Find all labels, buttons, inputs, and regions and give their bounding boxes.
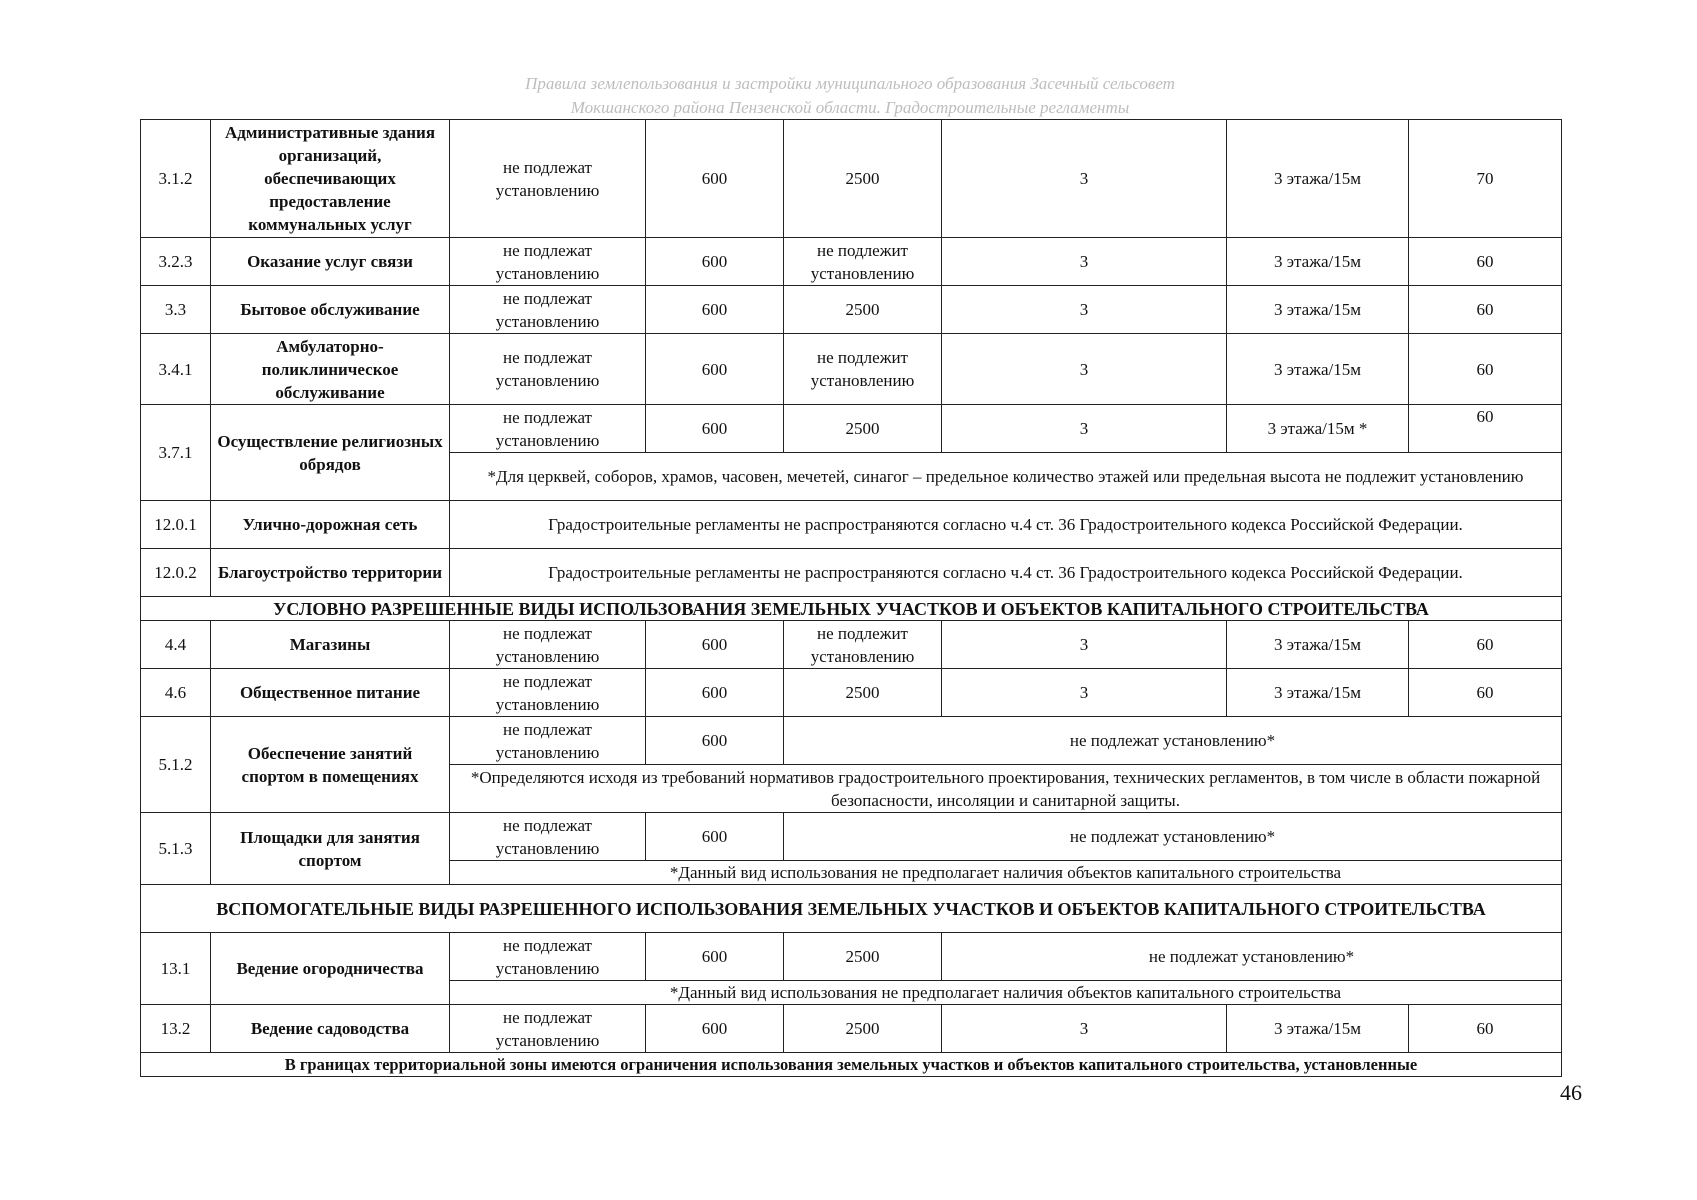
table-row <box>141 813 1562 861</box>
cell-plot-size: не подлежат установлению <box>450 669 646 717</box>
row-code: 3.7.1 <box>141 405 211 501</box>
cell-coverage: 60 <box>1409 669 1562 717</box>
cell-plot-size: не подлежат установлению <box>450 1005 646 1053</box>
header-line-2: Мокшанского района Пензенской области. Градостроительные регламенты <box>570 98 1130 117</box>
cell-plot-size: не подлежат установлению <box>450 286 646 334</box>
regulations-table <box>140 119 1562 1077</box>
cell-plot-size: не подлежат установлению <box>450 120 646 238</box>
cell-max-area: 2500 <box>784 933 942 981</box>
cell-max-area: 2500 <box>784 405 942 453</box>
cell-max-area: 2500 <box>784 120 942 238</box>
cell-floors-height: 3 этажа/15м <box>1227 621 1409 669</box>
cell-floors-height: 3 этажа/15м * <box>1227 405 1409 453</box>
cell-min-area: 600 <box>646 669 784 717</box>
row-name: Благоустройство территории <box>211 549 450 597</box>
cell-plot-size: не подлежат установлению <box>450 933 646 981</box>
row-code: 13.1 <box>141 933 211 1005</box>
cell-setback: 3 <box>942 286 1227 334</box>
cell-coverage: 60 <box>1409 238 1562 286</box>
cell-min-area: 600 <box>646 813 784 861</box>
row-name: Обеспечение занятий спортом в помещениях <box>211 717 450 813</box>
row-code: 3.4.1 <box>141 334 211 405</box>
cell-setback: 3 <box>942 621 1227 669</box>
footer-row <box>141 1053 1562 1077</box>
cell-floors-height: 3 этажа/15м <box>1227 1005 1409 1053</box>
cell-plot-size: не подлежат установлению <box>450 621 646 669</box>
cell-plot-size: не подлежат установлению <box>450 717 646 765</box>
cell-floors-height: 3 этажа/15м <box>1227 286 1409 334</box>
row-name: Ведение огородничества <box>211 933 450 1005</box>
row-merged-text: не подлежат установлению* <box>784 813 1562 861</box>
row-merged-text: Градостроительные регламенты не распространяются согласно ч.4 ст. 36 Градостроительного кодекса Российской Федерации. <box>450 501 1562 549</box>
cell-coverage: 70 <box>1409 120 1562 238</box>
cell-min-area: 600 <box>646 621 784 669</box>
cell-max-area: 2500 <box>784 1005 942 1053</box>
page-number: 46 <box>1560 1080 1582 1105</box>
cell-coverage: 60 <box>1409 405 1562 453</box>
cell-floors-height: 3 этажа/15м <box>1227 120 1409 238</box>
cell-floors-height: 3 этажа/15м <box>1227 238 1409 286</box>
table-row <box>141 334 1562 405</box>
row-code: 12.0.1 <box>141 501 211 549</box>
cell-coverage: 60 <box>1409 334 1562 405</box>
cell-max-area: 2500 <box>784 669 942 717</box>
table-row <box>141 717 1562 765</box>
table-row <box>141 621 1562 669</box>
section-row <box>141 885 1562 933</box>
cell-setback: 3 <box>942 405 1227 453</box>
table-row <box>141 238 1562 286</box>
row-code: 5.1.2 <box>141 717 211 813</box>
row-code: 3.3 <box>141 286 211 334</box>
cell-min-area: 600 <box>646 933 784 981</box>
cell-max-area: не подлежит установлению <box>784 334 942 405</box>
running-header <box>140 72 1560 120</box>
row-name: Бытовое обслуживание <box>211 286 450 334</box>
cell-max-area: 2500 <box>784 286 942 334</box>
row-note: *Для церквей, соборов, храмов, часовен, мечетей, синагог – предельное количество этажей или предельная высота не подлежит установлению <box>450 453 1562 501</box>
cell-plot-size: не подлежат установлению <box>450 334 646 405</box>
cell-setback: 3 <box>942 120 1227 238</box>
row-code: 3.1.2 <box>141 120 211 238</box>
cell-min-area: 600 <box>646 334 784 405</box>
cell-coverage: 60 <box>1409 621 1562 669</box>
table-row <box>141 669 1562 717</box>
row-code: 3.2.3 <box>141 238 211 286</box>
row-code: 13.2 <box>141 1005 211 1053</box>
row-merged-text: Градостроительные регламенты не распространяются согласно ч.4 ст. 36 Градостроительного кодекса Российской Федерации. <box>450 549 1562 597</box>
table-row <box>141 501 1562 549</box>
cell-min-area: 600 <box>646 120 784 238</box>
section-row <box>141 597 1562 621</box>
cell-min-area: 600 <box>646 717 784 765</box>
footer-row-text: В границах территориальной зоны имеются ограничения использования земельных участков и объектов капитального строительства, установленные <box>141 1053 1562 1077</box>
table-row <box>141 1005 1562 1053</box>
row-name: Улично-дорожная сеть <box>211 501 450 549</box>
cell-plot-size: не подлежат установлению <box>450 813 646 861</box>
row-name: Оказание услуг связи <box>211 238 450 286</box>
row-note: *Определяются исходя из требований нормативов градостроительного проектирования, технических регламентов, в том числе в области пожарной безопасности, инсоляции и санитарной защиты. <box>450 765 1562 813</box>
row-note: *Данный вид использования не предполагает наличия объектов капитального строительства <box>450 861 1562 885</box>
cell-floors-height: 3 этажа/15м <box>1227 669 1409 717</box>
section-auxiliary-title: ВСПОМОГАТЕЛЬНЫЕ ВИДЫ РАЗРЕШЕННОГО ИСПОЛЬЗОВАНИЯ ЗЕМЕЛЬНЫХ УЧАСТКОВ И ОБЪЕКТОВ КАПИТАЛЬНОГО СТРОИТЕЛЬСТВА <box>141 885 1562 933</box>
table-row <box>141 405 1562 453</box>
row-merged-text: не подлежат установлению* <box>942 933 1562 981</box>
cell-setback: 3 <box>942 334 1227 405</box>
cell-min-area: 600 <box>646 286 784 334</box>
cell-plot-size: не подлежат установлению <box>450 238 646 286</box>
row-name: Ведение садоводства <box>211 1005 450 1053</box>
section-conditional-title: УСЛОВНО РАЗРЕШЕННЫЕ ВИДЫ ИСПОЛЬЗОВАНИЯ ЗЕМЕЛЬНЫХ УЧАСТКОВ И ОБЪЕКТОВ КАПИТАЛЬНОГО СТРОИТЕЛЬСТВА <box>141 597 1562 621</box>
cell-setback: 3 <box>942 1005 1227 1053</box>
cell-coverage: 60 <box>1409 1005 1562 1053</box>
table-row <box>141 549 1562 597</box>
table-row <box>141 286 1562 334</box>
cell-max-area: не подлежит установлению <box>784 238 942 286</box>
row-code: 12.0.2 <box>141 549 211 597</box>
row-name: Амбулаторно-поликлиническое обслуживание <box>211 334 450 405</box>
cell-coverage: 60 <box>1409 286 1562 334</box>
table-row <box>141 120 1562 238</box>
row-name: Общественное питание <box>211 669 450 717</box>
row-name: Осуществление религиозных обрядов <box>211 405 450 501</box>
table-row <box>141 933 1562 981</box>
row-name: Магазины <box>211 621 450 669</box>
cell-min-area: 600 <box>646 238 784 286</box>
row-name: Площадки для занятия спортом <box>211 813 450 885</box>
cell-max-area: не подлежит установлению <box>784 621 942 669</box>
cell-plot-size: не подлежат установлению <box>450 405 646 453</box>
cell-min-area: 600 <box>646 405 784 453</box>
row-code: 5.1.3 <box>141 813 211 885</box>
row-name: Административные здания организаций, обеспечивающих предоставление коммунальных услуг <box>211 120 450 238</box>
row-code: 4.4 <box>141 621 211 669</box>
cell-setback: 3 <box>942 238 1227 286</box>
cell-setback: 3 <box>942 669 1227 717</box>
header-line-1: Правила землепользования и застройки муниципального образования Засечный сельсовет <box>525 74 1175 93</box>
cell-min-area: 600 <box>646 1005 784 1053</box>
cell-floors-height: 3 этажа/15м <box>1227 334 1409 405</box>
row-merged-text: не подлежат установлению* <box>784 717 1562 765</box>
row-code: 4.6 <box>141 669 211 717</box>
row-note: *Данный вид использования не предполагает наличия объектов капитального строительства <box>450 981 1562 1005</box>
